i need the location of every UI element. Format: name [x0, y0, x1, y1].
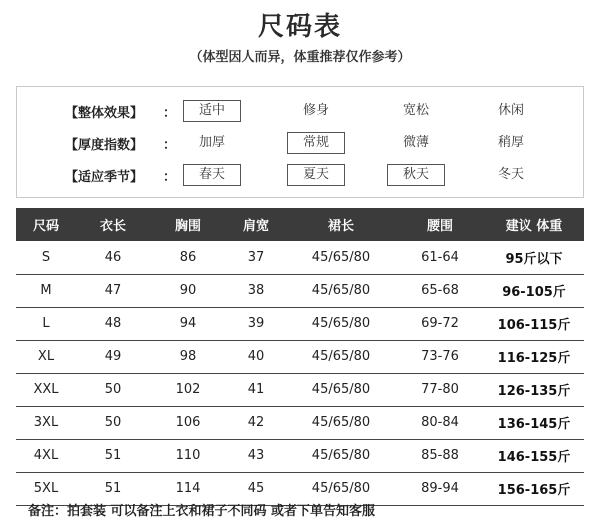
table-cell: 45/65/80 [286, 307, 396, 340]
attribute-label: 【适应季节】 [65, 170, 144, 185]
table-cell: 69-72 [396, 307, 484, 340]
table-cell: M [16, 274, 76, 307]
table-cell: 45/65/80 [286, 472, 396, 505]
table-cell: 96-105斤 [484, 274, 584, 307]
attribute-label: 【整体效果】 [65, 106, 144, 121]
column-header: 尺码 [16, 208, 76, 241]
page-subtitle: （体型因人而异，体重推荐仅作参考） [189, 50, 411, 65]
table-cell: 49 [76, 340, 150, 373]
attribute-label: 【厚度指数】 [65, 138, 144, 153]
table-cell: 50 [76, 406, 150, 439]
attribute-row [17, 163, 583, 189]
footer-note: 备注：拍套装 可以备注上衣和裙子不同码 或者下单告知客服 [28, 504, 376, 519]
table-cell: 114 [150, 472, 226, 505]
size-table-header [16, 208, 584, 241]
table-cell: 102 [150, 373, 226, 406]
attribute-option-selected: 适中 [183, 100, 241, 122]
attribute-option: 加厚 [198, 135, 225, 150]
table-cell: 95斤以下 [484, 241, 584, 274]
table-cell: XL [16, 340, 76, 373]
size-table-body [16, 241, 584, 505]
table-cell: 46 [76, 241, 150, 274]
attribute-option: 冬天 [497, 167, 524, 182]
table-cell: 50 [76, 373, 150, 406]
column-header: 腰围 [396, 208, 484, 241]
table-cell: 61-64 [396, 241, 484, 274]
attribute-colon: ： [163, 138, 177, 153]
column-header: 衣长 [76, 208, 150, 241]
table-cell: L [16, 307, 76, 340]
table-row [16, 439, 584, 472]
table-cell: 3XL [16, 406, 76, 439]
table-cell: 43 [226, 439, 286, 472]
table-cell: 116-125斤 [484, 340, 584, 373]
table-cell: 51 [76, 439, 150, 472]
table-cell: 73-76 [396, 340, 484, 373]
table-cell: 85-88 [396, 439, 484, 472]
column-header: 胸围 [150, 208, 226, 241]
attribute-row [17, 131, 583, 157]
table-cell: 47 [76, 274, 150, 307]
table-cell: 5XL [16, 472, 76, 505]
column-header: 肩宽 [226, 208, 286, 241]
table-cell: 89-94 [396, 472, 484, 505]
table-cell: 37 [226, 241, 286, 274]
table-cell: 38 [226, 274, 286, 307]
size-table [16, 208, 584, 506]
table-row [16, 340, 584, 373]
table-cell: 45/65/80 [286, 274, 396, 307]
table-cell: 39 [226, 307, 286, 340]
attribute-option-selected: 秋天 [387, 164, 445, 186]
table-cell: 136-145斤 [484, 406, 584, 439]
table-cell: 65-68 [396, 274, 484, 307]
table-cell: 45/65/80 [286, 373, 396, 406]
table-cell: 41 [226, 373, 286, 406]
table-row [16, 274, 584, 307]
table-cell: 45 [226, 472, 286, 505]
attribute-option-selected: 春天 [183, 164, 241, 186]
table-row [16, 307, 584, 340]
attribute-option-selected: 常规 [287, 132, 345, 154]
table-cell: 4XL [16, 439, 76, 472]
table-cell: 45/65/80 [286, 340, 396, 373]
attribute-option: 修身 [302, 103, 329, 118]
table-cell: 106-115斤 [484, 307, 584, 340]
table-cell: 45/65/80 [286, 439, 396, 472]
attribute-colon: ： [163, 106, 177, 121]
table-row [16, 373, 584, 406]
attribute-option: 微薄 [402, 135, 429, 150]
table-cell: XXL [16, 373, 76, 406]
attribute-row [17, 99, 583, 125]
table-cell: 94 [150, 307, 226, 340]
table-cell: 106 [150, 406, 226, 439]
table-cell: 48 [76, 307, 150, 340]
table-cell: 51 [76, 472, 150, 505]
column-header: 裙长 [286, 208, 396, 241]
attribute-option: 宽松 [402, 103, 429, 118]
table-cell: 42 [226, 406, 286, 439]
table-cell: 98 [150, 340, 226, 373]
page-title: 尺码表 [257, 12, 342, 42]
attribute-option-selected: 夏天 [287, 164, 345, 186]
attribute-colon: ： [163, 170, 177, 185]
attribute-option: 休闲 [497, 103, 524, 118]
attribute-panel [16, 86, 584, 198]
table-cell: 45/65/80 [286, 406, 396, 439]
table-cell: 126-135斤 [484, 373, 584, 406]
table-cell: 86 [150, 241, 226, 274]
column-header: 建议 体重 [484, 208, 584, 241]
table-row [16, 241, 584, 274]
table-row [16, 406, 584, 439]
table-cell: 45/65/80 [286, 241, 396, 274]
table-cell: 156-165斤 [484, 472, 584, 505]
table-cell: 77-80 [396, 373, 484, 406]
table-cell: 40 [226, 340, 286, 373]
table-cell: 80-84 [396, 406, 484, 439]
table-cell: 110 [150, 439, 226, 472]
table-cell: S [16, 241, 76, 274]
attribute-option: 稍厚 [497, 135, 524, 150]
table-cell: 146-155斤 [484, 439, 584, 472]
table-cell: 90 [150, 274, 226, 307]
